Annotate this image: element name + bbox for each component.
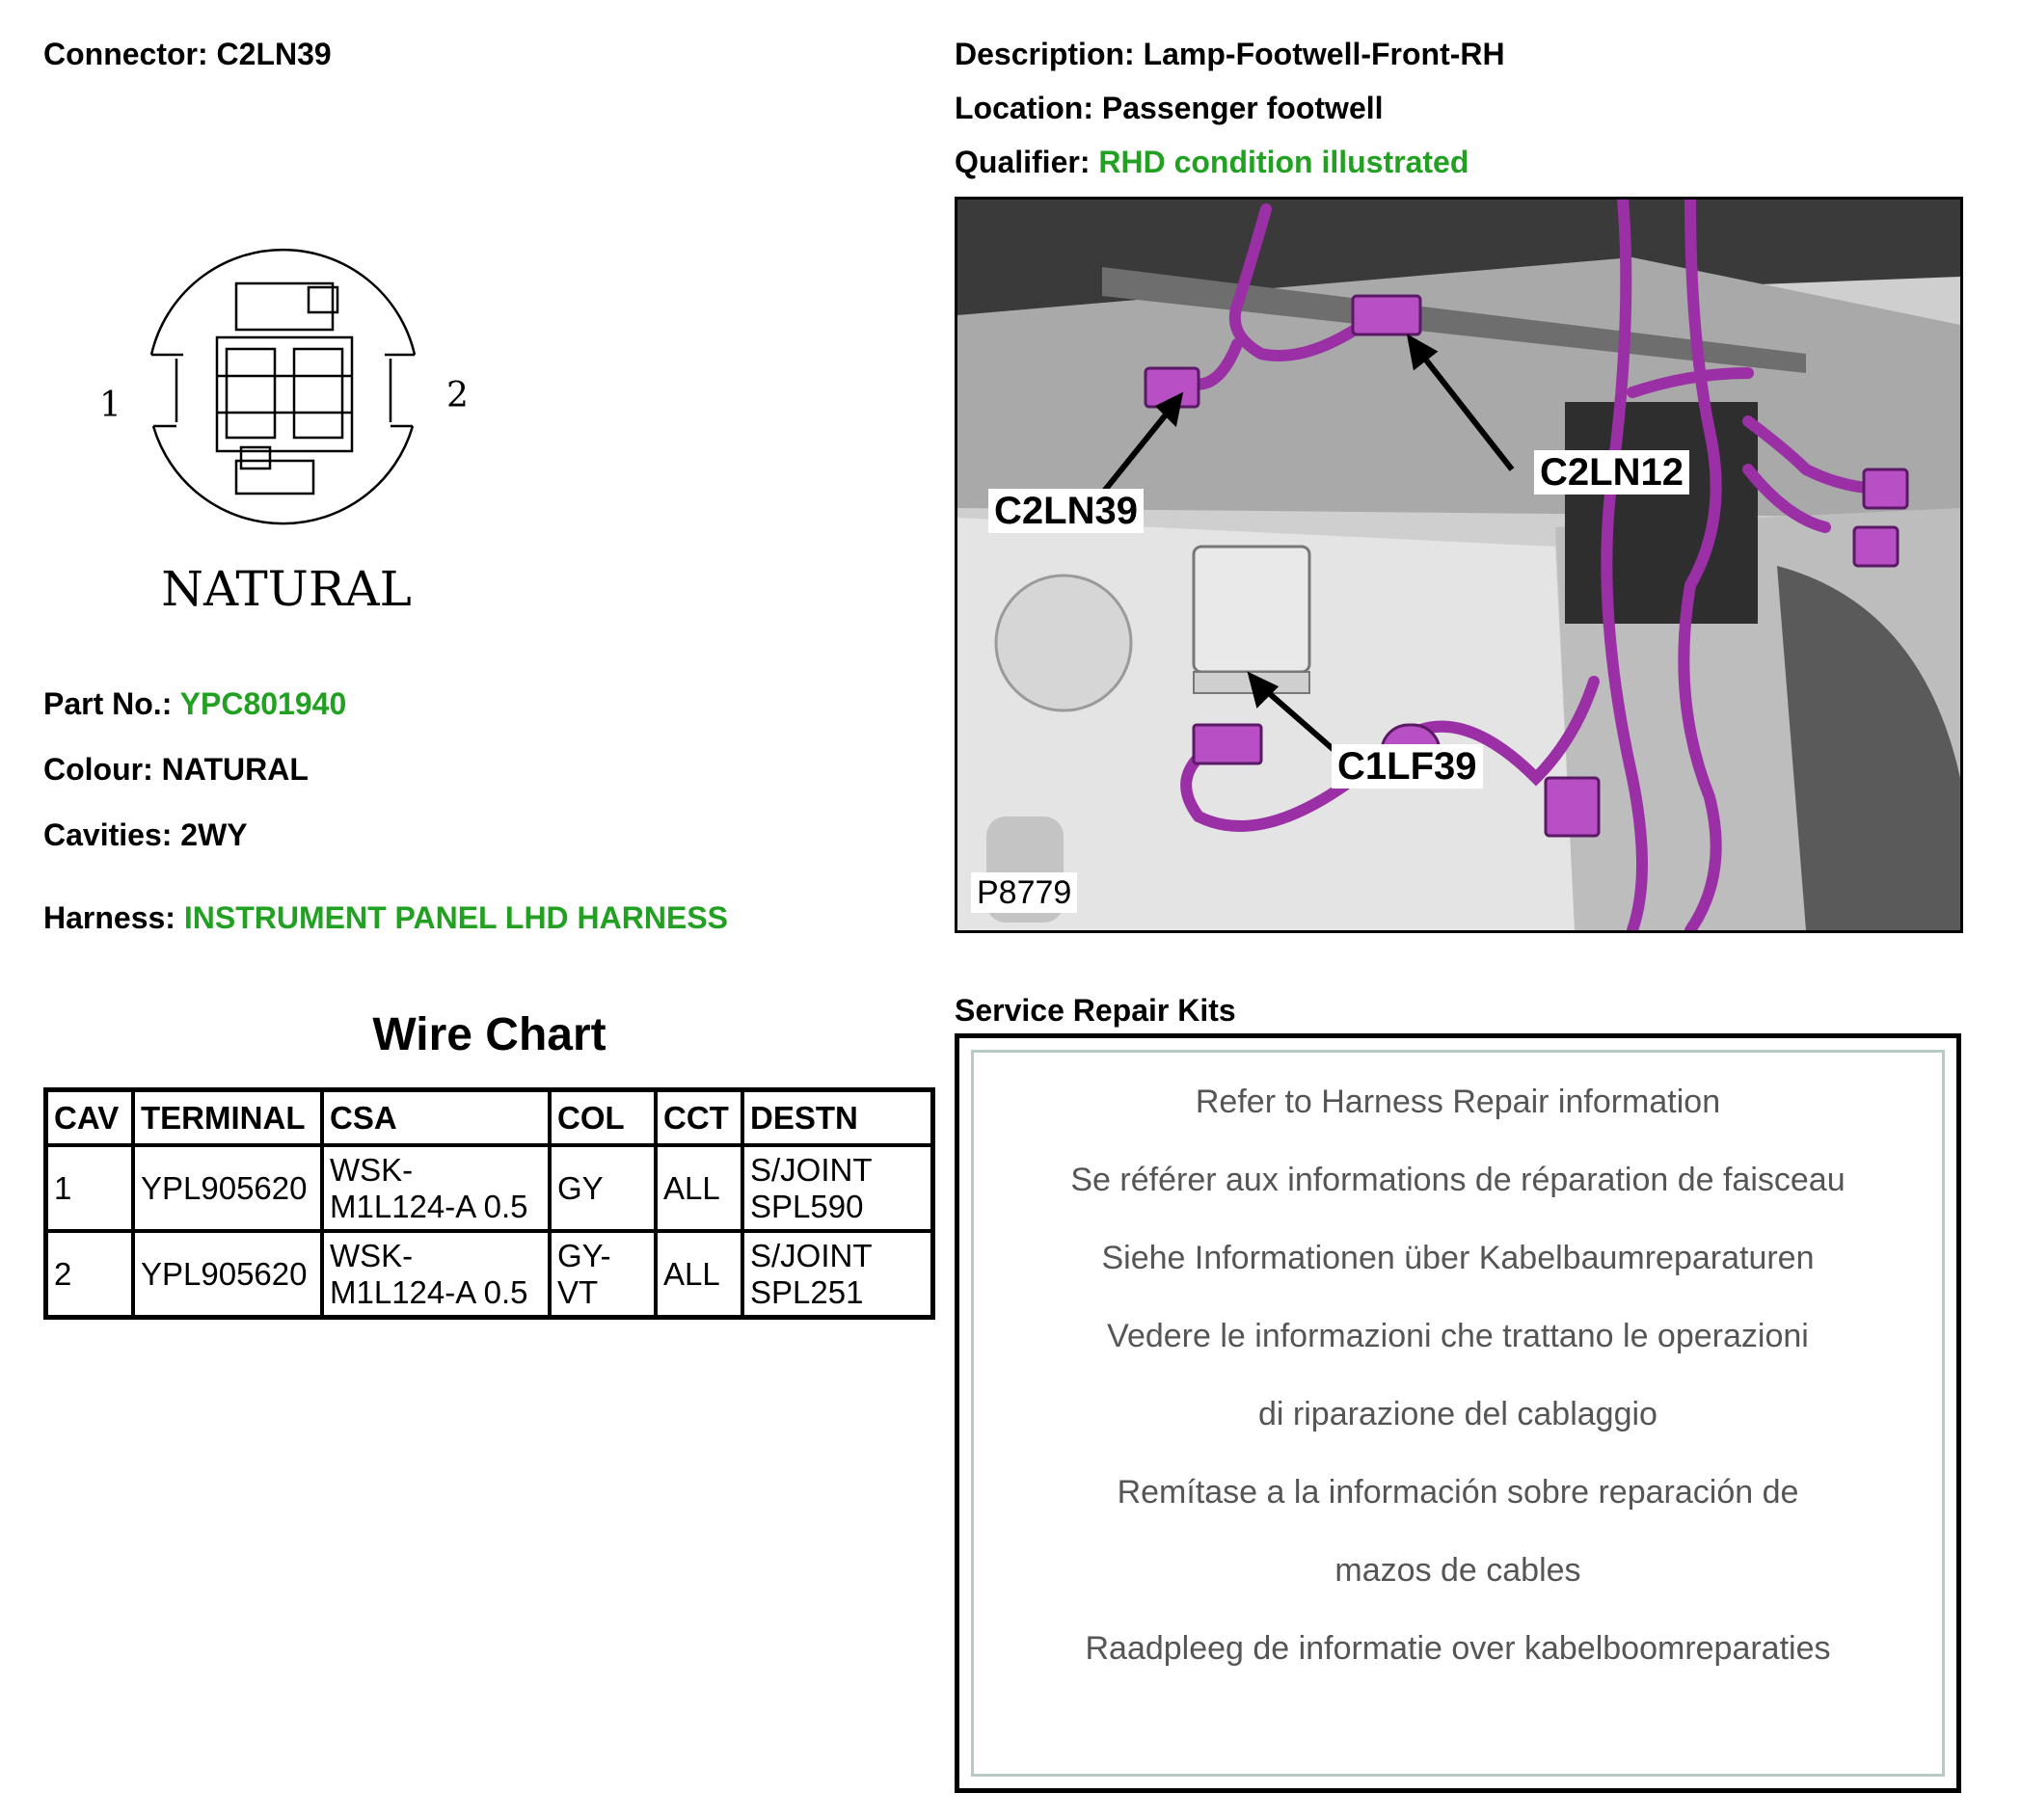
cavities-value: 2WY (180, 817, 248, 852)
col-header-col: COL (550, 1090, 656, 1146)
connector-outer-arc-top (151, 250, 415, 355)
kit-line: Refer to Harness Repair information (1195, 1084, 1721, 1120)
kit-line: Vedere le informazioni che trattano le operazioni (1107, 1318, 1809, 1354)
figure-reference: P8779 (971, 872, 1077, 913)
kit-line: Raadpleeg de informatie over kabelboomreparaties (1085, 1630, 1831, 1667)
kit-line: di riparazione del cablaggio (1258, 1396, 1657, 1432)
csa-line-1: WSK- (330, 1151, 414, 1188)
pin-1-label: 1 (99, 386, 121, 425)
pin-2-label: 2 (446, 376, 469, 415)
cell-cav: 2 (46, 1231, 134, 1318)
description-value: Lamp-Footwell-Front-RH (1143, 37, 1505, 71)
location-illustration (955, 197, 1963, 933)
part-no-value: YPC801940 (179, 686, 347, 721)
table-row (46, 1231, 933, 1318)
destn-line-2: SPL590 (750, 1188, 864, 1224)
cavity-2 (294, 349, 342, 438)
destn-line-2: SPL251 (750, 1273, 864, 1310)
part-no-field (43, 686, 346, 722)
wire-chart-header-row (46, 1090, 933, 1146)
cell-col (550, 1231, 656, 1318)
cell-destn (742, 1231, 933, 1318)
qualifier-label: Qualifier: (955, 145, 1091, 179)
qualifier-field (955, 145, 1469, 180)
csa-line-2: M1L124-A 0.5 (330, 1273, 528, 1310)
wire-chart-title: Wire Chart (372, 1009, 606, 1060)
cell-cct: ALL (656, 1231, 742, 1318)
service-repair-kits-box (955, 1033, 1961, 1793)
description-label: Description: (955, 37, 1135, 71)
latch-top (236, 283, 333, 330)
illustration-drawing (957, 200, 1960, 930)
cell-terminal: YPL905620 (133, 1231, 322, 1318)
col-header-csa: CSA (322, 1090, 550, 1146)
cell-destn (742, 1145, 933, 1231)
location-value: Passenger footwell (1101, 91, 1384, 125)
col-header-terminal: TERMINAL (133, 1090, 322, 1146)
connector-label: Connector: (43, 37, 208, 71)
kit-line: mazos de cables (1334, 1552, 1581, 1589)
harness-label: Harness: (43, 900, 175, 935)
service-repair-kits-inner (971, 1050, 1945, 1777)
part-no-label: Part No.: (43, 686, 173, 721)
location-label: Location: (955, 91, 1093, 125)
colour-field (43, 752, 309, 788)
cavity-body (217, 337, 352, 451)
connector-outer-arc-bottom (153, 426, 413, 523)
connector-face-diagram (92, 241, 497, 627)
cavity-1 (227, 349, 275, 438)
latch-bottom (236, 461, 313, 494)
col-header-cct: CCT (656, 1090, 742, 1146)
colour-label: Colour: (43, 752, 153, 787)
location-field (955, 91, 1384, 126)
kit-line: Siehe Informationen über Kabelbaumreparaturen (1101, 1240, 1815, 1276)
col-line-1: GY- (557, 1237, 611, 1273)
cavities-label: Cavities: (43, 817, 173, 852)
col-line-2: VT (557, 1273, 599, 1310)
wire-chart-table (43, 1087, 935, 1320)
service-repair-kits-title: Service Repair Kits (955, 993, 1236, 1028)
table-row (46, 1145, 933, 1231)
connector-colour-caption: NATURAL (161, 561, 412, 617)
callout-c1lf39: C1LF39 (1332, 744, 1483, 789)
destn-line-1: S/JOINT (750, 1151, 873, 1188)
cell-csa (322, 1231, 550, 1318)
cell-terminal: YPL905620 (133, 1145, 322, 1231)
col-header-cav: CAV (46, 1090, 134, 1146)
connector-field (43, 37, 332, 72)
harness-field (43, 900, 728, 936)
kit-line: Remítase a la información sobre reparación de (1117, 1474, 1799, 1511)
harness-value: INSTRUMENT PANEL LHD HARNESS (183, 900, 729, 935)
destn-line-1: S/JOINT (750, 1237, 873, 1273)
callout-c2ln12: C2LN12 (1534, 450, 1689, 495)
kit-line: Se référer aux informations de réparation de faisceau (1070, 1162, 1846, 1198)
callout-c2ln39: C2LN39 (988, 489, 1144, 533)
csa-line-2: M1L124-A 0.5 (330, 1188, 528, 1224)
col-header-destn: DESTN (742, 1090, 933, 1146)
cavities-field (43, 817, 248, 853)
connector-value: C2LN39 (216, 37, 332, 71)
cell-cct: ALL (656, 1145, 742, 1231)
colour-value: NATURAL (161, 752, 309, 787)
csa-line-1: WSK- (330, 1237, 414, 1273)
cell-col (550, 1145, 656, 1231)
qualifier-value: RHD condition illustrated (1098, 145, 1469, 179)
description-field (955, 37, 1505, 72)
col-line-1: GY (557, 1169, 604, 1206)
cell-cav: 1 (46, 1145, 134, 1231)
cell-csa (322, 1145, 550, 1231)
